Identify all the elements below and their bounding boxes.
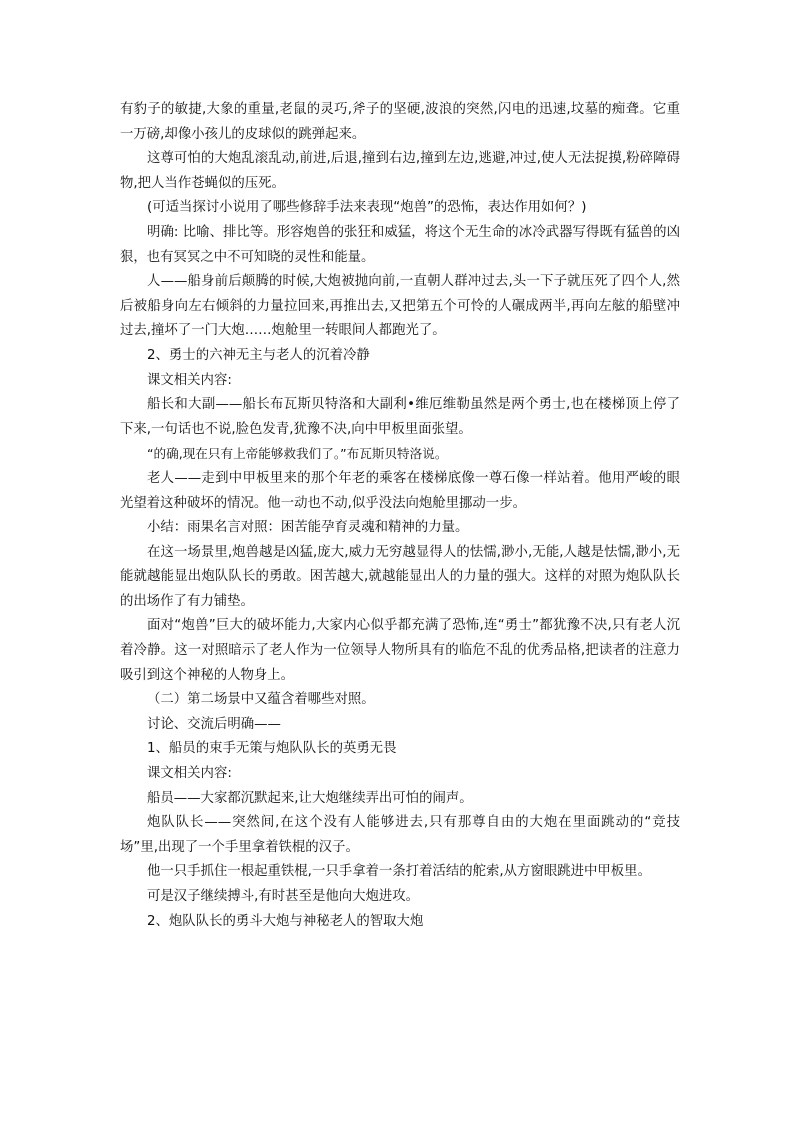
paragraph-fight-continues: 可是汉子继续搏斗,有时甚至是他向大炮进攻。 bbox=[147, 889, 420, 904]
paragraph-cannon-traits: 有豹子的敏捷,大象的重量,老鼠的灵巧,斧子的坚硬,波浪的突然,闪电的迅速,坟墓的痴聋。它重一万磅,却像小孩儿的皮球似的跳弹起来。 bbox=[120, 102, 680, 142]
paragraph-contrast-scene: 在这一场景里,炮兽越是凶猛,庞大,威力无穷越显得人的怯懦,渺小,无能,人越是怯懦,渺小,无能就越能显出炮队队长的勇敢。困苦越大,就越能显出人的力量的强大。这样的对照为炮队队长的出场作了有力铺垫。 bbox=[120, 544, 680, 609]
paragraph-contrast-old-man: 面对“炮兽”巨大的破坏能力,大家内心似乎都充满了恐怖,连“勇士”都犹豫不决,只有老人沉着冷静。这一对照暗示了老人作为一位领导人物所具有的临危不乱的优秀品格,把读者的注意力吸引到这个神秘的人物身上。 bbox=[120, 618, 680, 683]
label-related-content: 课文相关内容: bbox=[147, 372, 232, 388]
paragraph-rhetoric-question: (可适当探讨小说用了哪些修辞手法来表现“炮兽”的恐怖，表达作用如何？) bbox=[147, 200, 587, 216]
section-heading-second-scene: （二）第二场景中又蕴含着哪些对照。 bbox=[147, 692, 375, 708]
paragraph-crew-silent: 船员——大家都沉默起来,让大炮继续弄出可怕的闹声。 bbox=[147, 790, 473, 806]
paragraph-people-crushed: 人——船身前后颠腾的时候,大炮被抛向前,一直朝人群冲过去,头一下子就压死了四个人,然后被船身向左右倾斜的力量拉回来,再推出去,又把第五个可怜的人碾成两半,再向左舷的船壁冲过去,撞坏了一门大炮……炮舱里一转眼间人都跑光了。 bbox=[120, 274, 680, 339]
paragraph-old-man: 老人——走到中甲板里来的那个年老的乘客在楼梯底像一尊石像一样站着。他用严峻的眼光望着这种破坏的情况。他一动也不动,似乎没法向炮舱里挪动一步。 bbox=[120, 470, 680, 511]
paragraph-gun-captain-appears: 炮队队长——突然间,在这个没有人能够进去,只有那尊自由的大炮在里面跳动的“竞技场”里,出现了一个手里拿着铁棍的汉子。 bbox=[120, 815, 680, 855]
paragraph-summary: 小结：雨果名言对照：困苦能孕育灵魂和精神的力量。 bbox=[147, 520, 469, 536]
label-related-content-2: 课文相关内容: bbox=[147, 766, 232, 782]
section-heading-captain-vs-old-man: 2、炮队队长的勇斗大炮与神秘老人的智取大炮 bbox=[147, 913, 424, 929]
document-body bbox=[120, 98, 680, 934]
paragraph-rhetoric-answer: 明确: 比喻、排比等。形容炮兽的张狂和威猛，将这个无生命的冰冷武器写得既有猛兽的凶狠，也有冥冥之中不可知晓的灵性和能量。 bbox=[120, 224, 680, 265]
paragraph-gun-captain-jumps: 他一只手抓住一根起重铁棍,一只手拿着一条打着活结的舵索,从方窗眼跳进中甲板里。 bbox=[147, 864, 651, 880]
paragraph-quote-god: “的确,现在只有上帝能够救我们了。”布瓦斯贝特洛说。 bbox=[147, 446, 448, 462]
paragraph-captain-and-mate: 船长和大副——船长布瓦斯贝特洛和大副利•维厄维勒虽然是两个勇士,也在楼梯顶上停了下来,一句话也不说,脸色发青,犹豫不决,向中甲板里面张望。 bbox=[120, 397, 680, 437]
paragraph-cannon-rolling: 这尊可怕的大炮乱滚乱动,前进,后退,撞到右边,撞到左边,逃避,冲过,使人无法捉摸,粉碎障碍物,把人当作苍蝇似的压死。 bbox=[120, 151, 680, 191]
section-heading-crew-vs-captain: 1、船员的束手无策与炮队队长的英勇无畏 bbox=[147, 741, 397, 757]
paragraph-discussion: 讨论、交流后明确—— bbox=[147, 716, 281, 732]
section-heading-warriors-vs-old-man: 2、勇士的六神无主与老人的沉着冷静 bbox=[147, 347, 370, 363]
